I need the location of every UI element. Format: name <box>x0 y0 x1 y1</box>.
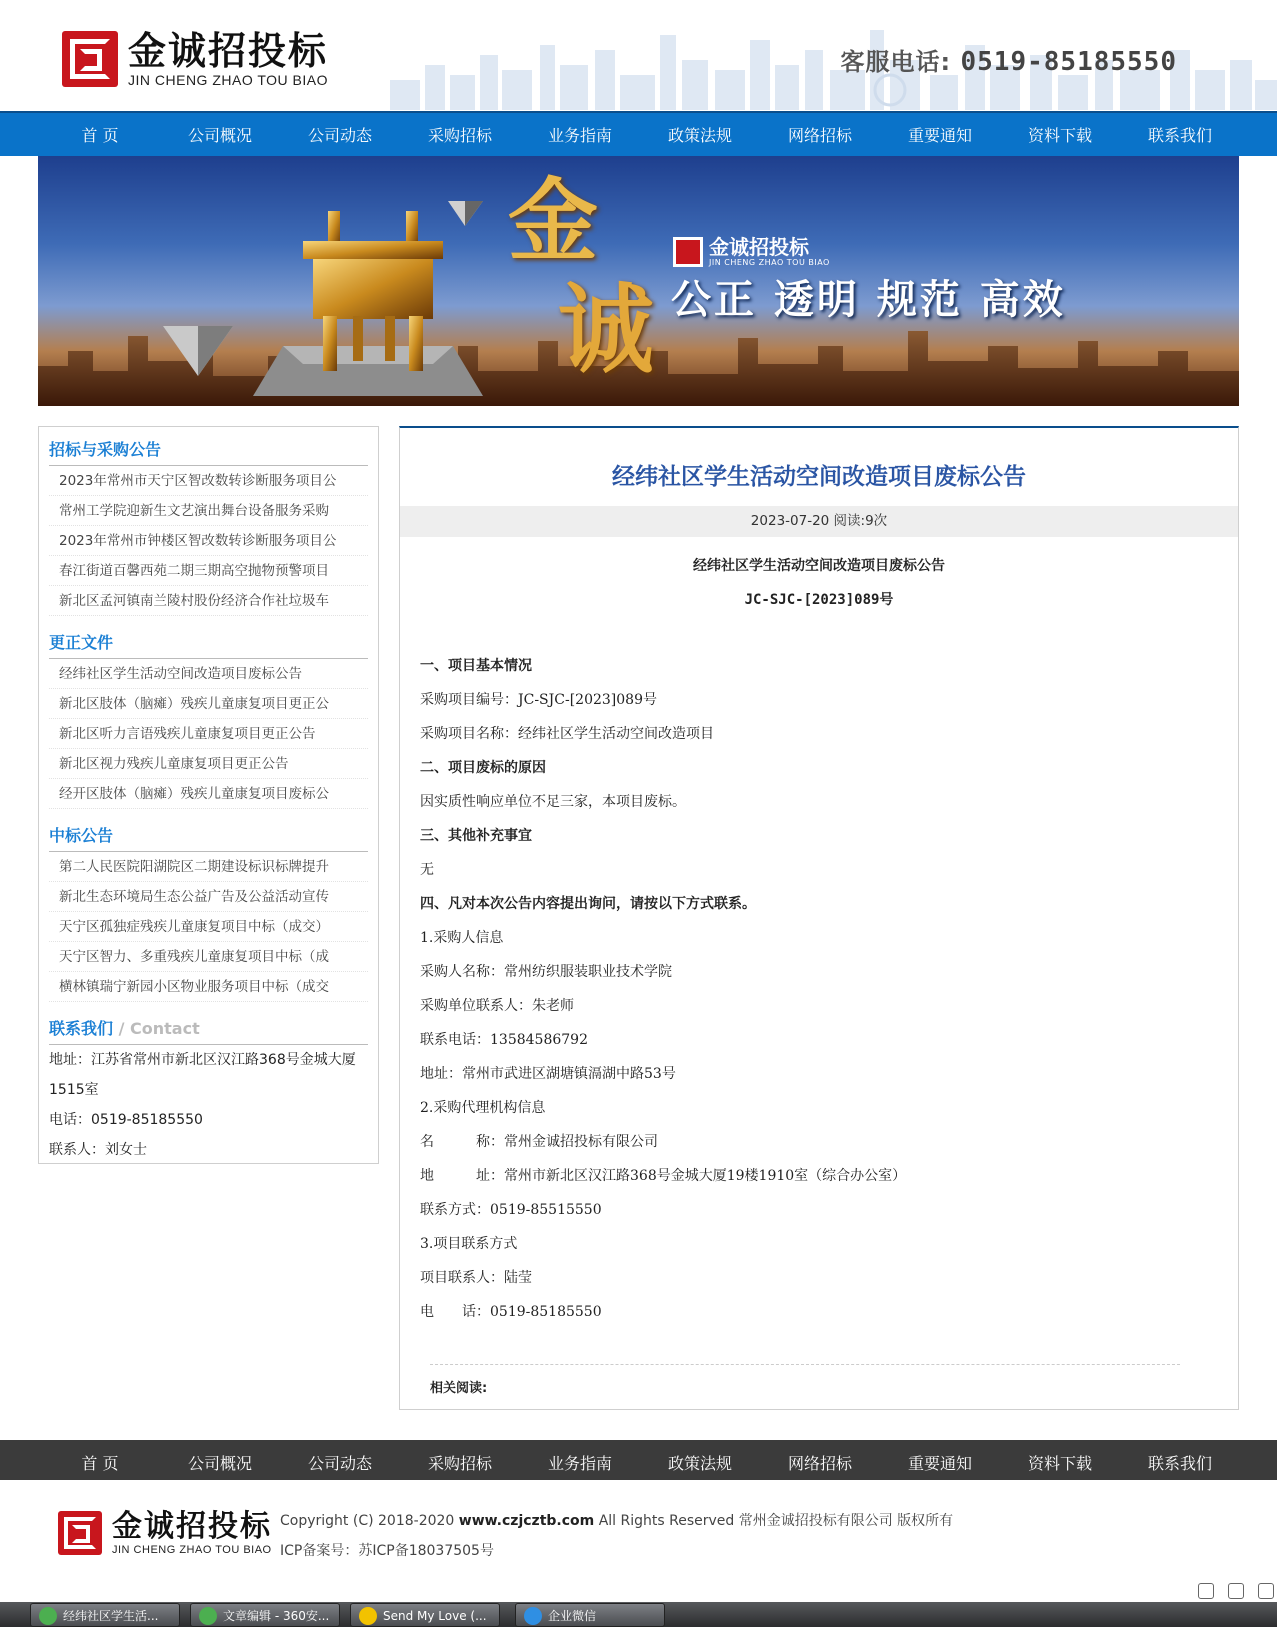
winning-bid-list <box>49 852 368 1002</box>
article-title: 经纬社区学生活动空间改造项目废标公告 <box>612 464 1026 490</box>
related-reading: 相关阅读: <box>430 1364 1180 1396</box>
taskbar-button[interactable] <box>190 1603 340 1627</box>
article-line: 联系方式：0519-85515550 <box>420 1202 602 1218</box>
os-taskbar <box>0 1602 1277 1627</box>
article-line: 地 址：常州市新北区汉江路368号金城大厦19楼1910室（综合办公室） <box>420 1168 907 1184</box>
article-heading: 经纬社区学生活动空间改造项目废标公告 <box>693 558 945 574</box>
list-item[interactable]: 经纬社区学生活动空间改造项目废标公告 <box>49 659 368 689</box>
shield-icon[interactable] <box>1198 1583 1214 1599</box>
article-body <box>400 549 1238 1329</box>
list-item[interactable]: 天宁区孤独症残疾儿童康复项目中标（成交） <box>49 912 368 942</box>
footer-nav-contact[interactable]: 联系我们 <box>1147 1454 1212 1473</box>
icp-record[interactable]: ICP备案号：苏ICP备18037505号 <box>280 1543 494 1559</box>
article-line: 1.采购人信息 <box>420 930 504 946</box>
list-item[interactable]: 2023年常州市钟楼区智改数转诊断服务项目公 <box>49 526 368 556</box>
taskbar-button-label: 企业微信 <box>548 1609 597 1623</box>
footer-nav-notices[interactable]: 重要通知 <box>907 1454 972 1473</box>
contact-phone: 电话：0519-85185550 <box>49 1112 203 1128</box>
taskbar-button[interactable] <box>30 1603 180 1627</box>
list-item[interactable]: 横林镇瑞宁新园小区物业服务项目中标（成交 <box>49 972 368 1002</box>
taskbar-button-label: Send My Love (... <box>383 1609 487 1623</box>
contact-address: 地址：江苏省常州市新北区汉江路368号金城大厦 <box>49 1052 356 1068</box>
contact-address-room: 1515室 <box>49 1082 99 1098</box>
customer-service-hotline <box>841 42 1177 77</box>
browser-360-icon <box>199 1607 217 1625</box>
site-logo[interactable] <box>62 30 328 88</box>
hotline-label: 客服电话: <box>840 48 952 76</box>
list-item[interactable]: 新北区肢体（脑瘫）残疾儿童康复项目更正公 <box>49 689 368 719</box>
footer-nav-policies[interactable]: 政策法规 <box>667 1454 732 1473</box>
nav-company-news[interactable]: 公司动态 <box>307 126 372 145</box>
list-item[interactable]: 2023年常州市天宁区智改数转诊断服务项目公 <box>49 466 368 496</box>
taskbar-button[interactable] <box>350 1603 500 1627</box>
footer-logo-en: JIN CHENG ZHAO TOU BIAO <box>112 1544 272 1556</box>
taskbar-button-label: 文章编辑 - 360安... <box>223 1609 330 1623</box>
taskbar-button[interactable] <box>515 1603 665 1627</box>
decorative-pyramid-small <box>448 201 483 226</box>
copyright-line: Copyright (C) 2018-2020 www.czjcztb.com All Rights Reserved 常州金诚招投标有限公司 版权所有 <box>280 1513 954 1529</box>
footer-nav-home[interactable]: 首 页 <box>81 1454 119 1473</box>
footer-nav-downloads[interactable]: 资料下载 <box>1027 1454 1092 1473</box>
nav-policies[interactable]: 政策法规 <box>667 126 732 145</box>
article-panel <box>399 426 1239 1410</box>
article-line: 2.采购代理机构信息 <box>420 1100 546 1116</box>
tender-announcement-list <box>49 466 368 616</box>
nav-procurement[interactable]: 采购招标 <box>427 126 492 145</box>
article-line: 三、其他补充事宜 <box>420 828 532 844</box>
nav-notices[interactable]: 重要通知 <box>907 126 972 145</box>
taskbar-button-label: 经纬社区学生活... <box>63 1609 159 1623</box>
list-item[interactable]: 新北生态环境局生态公益广告及公益活动宣传 <box>49 882 368 912</box>
article-line: 四、凡对本次公告内容提出询问，请按以下方式联系。 <box>420 896 756 912</box>
logo-english-name: JIN CHENG ZHAO TOU BIAO <box>128 72 329 88</box>
sidebar-section-title[interactable]: 更正文件 <box>49 630 368 659</box>
article-line: 无 <box>420 862 434 878</box>
logo-chinese-name: 金诚招投标 <box>128 29 329 73</box>
list-item[interactable]: 天宁区智力、多重残疾儿童康复项目中标（成 <box>49 942 368 972</box>
image-icon[interactable] <box>1228 1583 1244 1599</box>
nav-downloads[interactable]: 资料下载 <box>1027 126 1092 145</box>
contact-info <box>49 1045 368 1165</box>
contact-person: 联系人：刘女士 <box>49 1142 147 1158</box>
footer-logo-mark-icon <box>58 1511 102 1555</box>
sidebar-section-title[interactable]: 中标公告 <box>49 823 368 852</box>
footer-logo-cn: 金诚招投标 <box>112 1509 272 1544</box>
article-lines <box>420 649 1218 1329</box>
article-line: 采购单位联系人：朱老师 <box>420 998 574 1014</box>
browser-status-bar <box>0 1580 1277 1602</box>
site-header <box>0 0 1277 110</box>
article-line: 一、项目基本情况 <box>420 658 532 674</box>
article-line: 采购人名称：常州纺织服装职业技术学院 <box>420 964 672 980</box>
article-line: 地址：常州市武进区湖塘镇滆湖中路53号 <box>420 1066 676 1082</box>
footer-navigation <box>0 1440 1277 1480</box>
banner-char-cheng: 诚 <box>558 273 654 386</box>
footer-nav-company-overview[interactable]: 公司概况 <box>187 1454 252 1473</box>
wecom-icon <box>524 1607 542 1625</box>
site-domain-link[interactable]: www.czjcztb.com <box>458 1513 595 1529</box>
copyright-block <box>280 1506 953 1566</box>
banner-logo-mark-icon <box>673 237 703 267</box>
footer-nav-online-bidding[interactable]: 网络招标 <box>787 1454 852 1473</box>
footer-nav-business-guide[interactable]: 业务指南 <box>547 1454 612 1473</box>
decorative-pyramid <box>163 326 233 376</box>
article-line: 联系电话：13584586792 <box>420 1032 588 1048</box>
list-item[interactable]: 常州工学院迎新生文艺演出舞台设备服务采购 <box>49 496 368 526</box>
contact-us-title: 联系我们 / Contact <box>49 1016 368 1045</box>
article-line: 采购项目编号：JC-SJC-[2023]089号 <box>420 692 657 708</box>
footer-nav-company-news[interactable]: 公司动态 <box>307 1454 372 1473</box>
site-footer <box>0 1480 1277 1580</box>
banner-char-jin: 金 <box>508 168 598 274</box>
article-line: 因实质性响应单位不足三家，本项目废标。 <box>420 794 686 810</box>
hotline-number: 0519-85185550 <box>960 47 1177 77</box>
article-line: 二、项目废标的原因 <box>420 760 546 776</box>
article-line: 采购项目名称：经纬社区学生活动空间改造项目 <box>420 726 714 742</box>
banner-logo-en: JIN CHENG ZHAO TOU BIAO <box>709 258 830 267</box>
article-line: 电 话：0519-85185550 <box>420 1304 602 1320</box>
footer-nav-procurement[interactable]: 采购招标 <box>427 1454 492 1473</box>
list-item[interactable]: 新北区孟河镇南兰陵村股份经济合作社垃圾车 <box>49 586 368 616</box>
sidebar <box>38 426 379 1164</box>
hero-banner <box>38 156 1239 406</box>
music-player-icon <box>359 1607 377 1625</box>
article-code: JC-SJC-[2023]089号 <box>744 592 894 608</box>
list-item[interactable]: 新北区听力言语残疾儿童康复项目更正公告 <box>49 719 368 749</box>
nav-contact[interactable]: 联系我们 <box>1147 126 1212 145</box>
banner-logo <box>673 236 830 267</box>
footer-logo[interactable] <box>58 1510 272 1556</box>
article-line: 3.项目联系方式 <box>420 1236 518 1252</box>
list-item[interactable]: 新北区视力残疾儿童康复项目更正公告 <box>49 749 368 779</box>
correction-file-list <box>49 659 368 809</box>
article-line: 项目联系人：陆莹 <box>420 1270 532 1286</box>
list-item[interactable]: 第二人民医院阳湖院区二期建设标识标牌提升 <box>49 852 368 882</box>
main-navigation <box>0 111 1277 156</box>
nav-online-bidding[interactable]: 网络招标 <box>787 126 852 145</box>
banner-logo-cn: 金诚招投标 <box>709 235 809 259</box>
browser-360-icon <box>39 1607 57 1625</box>
article-line: 名 称：常州金诚招投标有限公司 <box>420 1134 658 1150</box>
list-item[interactable]: 春江街道百馨西苑二期三期高空抛物预警项目 <box>49 556 368 586</box>
sidebar-section-title[interactable]: 招标与采购公告 <box>49 437 368 466</box>
logo-mark-icon <box>62 31 118 87</box>
list-item[interactable]: 经开区肢体（脑瘫）残疾儿童康复项目废标公 <box>49 779 368 809</box>
nav-company-overview[interactable]: 公司概况 <box>187 126 252 145</box>
nav-business-guide[interactable]: 业务指南 <box>547 126 612 145</box>
article-meta: 2023-07-20 阅读:9次 <box>400 506 1238 537</box>
banner-slogan: 公正 透明 规范 高效 <box>671 277 1066 323</box>
nav-home[interactable]: 首 页 <box>81 126 119 145</box>
heart-icon[interactable] <box>1258 1583 1274 1599</box>
bronze-ding-image <box>293 211 453 381</box>
